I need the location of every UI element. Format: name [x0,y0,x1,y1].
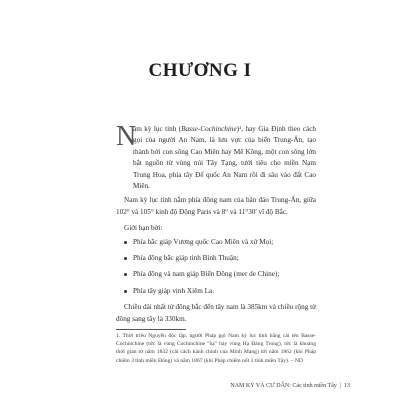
list-item: Phía bắc giáp Vương quốc Cao Miên và xứ Mọi; [116,237,316,248]
body-text [116,121,316,332]
footer-separator: | [339,383,341,389]
bullet-icon [124,290,127,293]
footnote: 1. Thời triều Nguyễn độc lập, người Pháp gọi Nam kỳ lục tỉnh bằng cái tên Basse-Cochinchine (tức là vùng Cochinchine "hạ" hay vùng Hạ Đàng Trong), tức là khoảng thời gian từ năm 1832 (cải cách hành chính của Minh Mạng) tới năm 1862 (khi Pháp chiếm 3 tỉnh miền Đông) và năm 1867 (khi Pháp chiếm nốt 3 tỉnh miền Tây). – ND [116,333,316,364]
paragraph-1 [116,121,316,192]
chapter-title: CHƯƠNG I [148,60,252,81]
paragraph-1-text: am kỳ lục tỉnh (Basse-Cochinchine)¹, hay Gia Định theo cách gọi của người An Nam, là lưu vực của biển Trung-Ấn, tạo thành bởi con sông Cao Miên hay Mê Kông, một con sông lớn bắt nguồn từ vùng núi Tây Tạng, tưới tiêu cho miền Nam Trung Hoa, phía tây Đế quốc An Nam rồi đi sâu vào đất Cao Miên. [133,125,316,191]
list-item: Phía đông bắc giáp tỉnh Bình Thuận; [116,253,316,264]
paragraph-2: Nam kỳ lục tỉnh nằm phía đông nam của bán đảo Trung-Ấn, giữa 102° và 105° kinh độ Đông Paris và 8° và 11°30' vĩ độ Bắc. [116,196,316,216]
drop-cap: N [116,121,137,152]
bullet-icon [124,241,127,244]
paragraph-3: Giới hạn bởi: [124,224,163,233]
bullet-icon [124,257,127,260]
list-item: Phía tây giáp vịnh Xiêm La. [116,286,316,297]
running-title: NAM KỲ VÀ CƯ DÂN: Các tỉnh miền Tây [230,383,337,389]
paragraph-4: Chiều dài nhất từ đông bắc đến tây nam là 385km và chiều rộng từ đông sang tây là 330km. [116,303,316,323]
bullet-icon [124,273,127,276]
emphasis-basse-cochinchine: Basse-Cochinchine [181,125,237,133]
list-item: Phía đông và nam giáp Biển Đông (mer de Chine); [116,269,316,280]
border-list [116,237,316,298]
footnote-divider [116,329,186,330]
page-footer [150,383,350,389]
page-number: 13 [344,383,350,389]
